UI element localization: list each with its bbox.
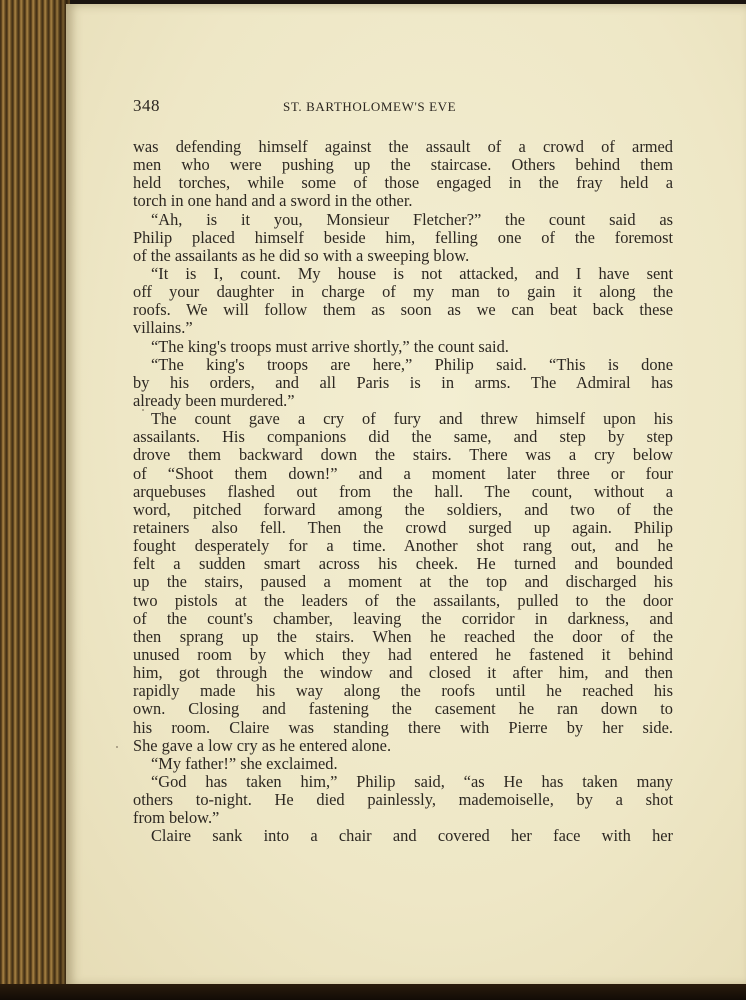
text-line: his room. Claire was standing there with Pierre by her side.	[133, 717, 673, 737]
text-line: “God has taken him,” Philip said, “as He has taken many	[151, 771, 673, 791]
text-line: fought desperately for a time. Another shot rang out, and he	[133, 536, 673, 556]
text-line: felt a sudden smart across his cheek. He turned and bounded	[133, 554, 673, 574]
text-line: “It is I, count. My house is not attacked, and I have sent	[151, 263, 673, 283]
text-line: “Ah, is it you, Monsieur Fletcher?” the count said as	[151, 209, 673, 229]
text-line: word, pitched forward among the soldiers, and two of the	[133, 499, 673, 519]
body-text	[133, 138, 673, 845]
text-line: “The king's troops are here,” Philip said. “This is done	[151, 354, 673, 374]
text-line: villains.”	[133, 318, 193, 338]
text-line: him, got through the window and closed it after him, and then	[133, 663, 673, 683]
text-line: “The king's troops must arrive shortly,” the count said.	[151, 336, 509, 356]
text-line: off your daughter in charge of my man to gain it along the	[133, 282, 673, 302]
text-line: The count gave a cry of fury and threw himself upon his	[151, 409, 673, 429]
text-line: arquebuses flashed out from the hall. The count, without a	[133, 481, 673, 501]
text-line: roofs. We will follow them as soon as we can beat back these	[133, 300, 673, 320]
text-line: then sprang up the stairs. When he reached the door of the	[133, 626, 673, 646]
text-line: unused room by which they had entered he fastened it behind	[133, 644, 673, 664]
text-line: of the assailants as he did so with a sweeping blow.	[133, 245, 470, 265]
text-line: “My father!” she exclaimed.	[151, 753, 338, 773]
text-line: held torches, while some of those engaged in the fray held a	[133, 173, 673, 193]
text-line: already been murdered.”	[133, 390, 295, 410]
page-header	[133, 96, 673, 118]
paper-speck	[116, 746, 118, 748]
book-bottom-edge	[0, 984, 746, 1000]
text-line: assailants. His companions did the same, and step by step	[133, 427, 673, 447]
text-line: of “Shoot them down!” and a moment later three or four	[133, 463, 673, 483]
text-line: She gave a low cry as he entered alone.	[133, 735, 392, 755]
text-line: by his orders, and all Paris is in arms. The Admiral has	[133, 372, 673, 392]
text-line: up the stairs, paused a moment at the top and discharged his	[133, 572, 673, 592]
text-line: from below.”	[133, 808, 220, 828]
text-line: drove them backward down the stairs. There was a cry below	[133, 445, 673, 465]
text-line: retainers also fell. Then the crowd surged up again. Philip	[133, 517, 673, 537]
text-line: torch in one hand and a sword in the other.	[133, 191, 413, 211]
text-line: of the count's chamber, leaving the corridor in darkness, and	[133, 608, 673, 628]
text-line: Claire sank into a chair and covered her face with her	[151, 826, 673, 846]
text-line: was defending himself against the assault of a crowd of armed	[133, 137, 673, 156]
text-line: rapidly made his way along the roofs until he reached his	[133, 681, 673, 701]
text-line: others to-night. He died painlessly, mademoiselle, by a shot	[133, 790, 673, 810]
text-line: own. Closing and fastening the casement he ran down to	[133, 699, 673, 719]
page-number: 348	[133, 96, 160, 115]
running-head: ST. BARTHOLOMEW'S EVE	[283, 99, 457, 114]
text-line: men who were pushing up the staircase. Others behind them	[133, 155, 673, 175]
text-line: Philip placed himself beside him, felling one of the foremost	[133, 227, 673, 247]
text-line: two pistols at the leaders of the assailants, pulled to the door	[133, 590, 673, 610]
